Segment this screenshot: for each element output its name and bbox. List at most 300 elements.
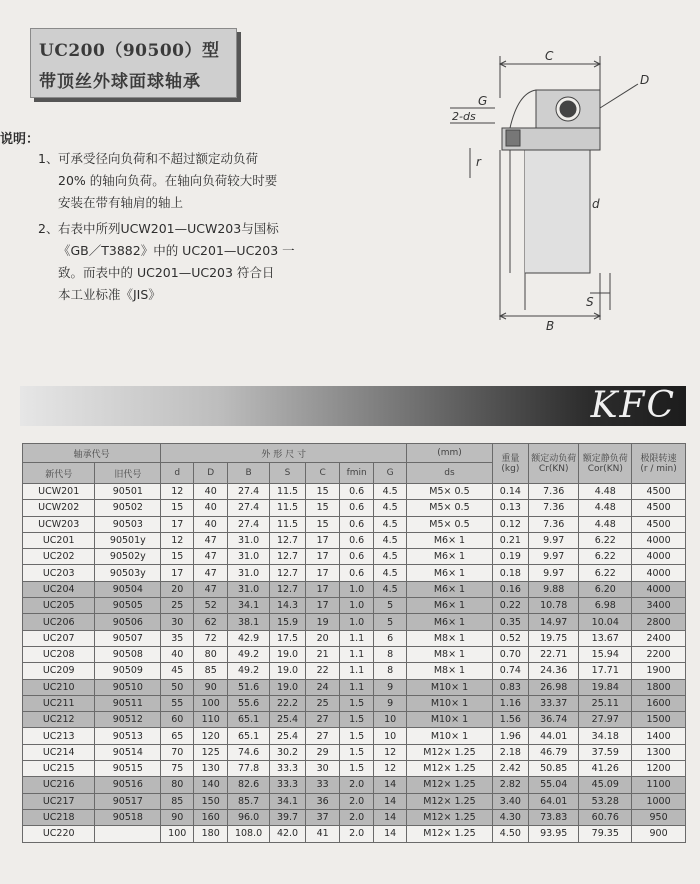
table-cell: 4000 xyxy=(632,565,686,581)
table-cell: 0.13 xyxy=(492,500,528,516)
table-row xyxy=(23,793,686,809)
table-cell: 38.1 xyxy=(228,614,270,630)
table-cell: 80 xyxy=(161,777,194,793)
table-cell: 7.36 xyxy=(528,484,578,500)
note-line: 《GB／T3882》中的 UC201—UC203 一 xyxy=(58,243,295,258)
table-cell: 96.0 xyxy=(228,809,270,825)
table-cell: 1.16 xyxy=(492,695,528,711)
table-cell: 4.5 xyxy=(374,565,407,581)
table-cell: 25.4 xyxy=(269,712,305,728)
table-cell: 41 xyxy=(306,826,340,842)
table-cell: 0.6 xyxy=(340,565,374,581)
table-cell: 47 xyxy=(194,565,228,581)
table-cell: 34.1 xyxy=(228,598,270,614)
header-old-code: 旧代号 xyxy=(95,463,161,484)
header-col-fmin: fmin xyxy=(340,463,374,484)
table-cell: 25.11 xyxy=(579,695,632,711)
header-speed: 极限转速 (r / min) xyxy=(632,444,686,484)
table-cell: 11.5 xyxy=(269,500,305,516)
table-cell: 75 xyxy=(161,761,194,777)
table-cell: M8× 1 xyxy=(407,630,493,646)
table-cell: 0.83 xyxy=(492,679,528,695)
table-cell: 52 xyxy=(194,598,228,614)
table-cell: 140 xyxy=(194,777,228,793)
table-cell: 33.3 xyxy=(269,761,305,777)
table-cell: 0.12 xyxy=(492,516,528,532)
table-cell: 50.85 xyxy=(528,761,578,777)
table-cell: 80 xyxy=(194,646,228,662)
table-cell: 21 xyxy=(306,646,340,662)
table-cell: 14 xyxy=(374,777,407,793)
table-cell: 90512 xyxy=(95,712,161,728)
table-cell: 27.4 xyxy=(228,516,270,532)
table-cell: 36 xyxy=(306,793,340,809)
table-cell: 79.35 xyxy=(579,826,632,842)
table-cell: 5 xyxy=(374,598,407,614)
table-cell: UC216 xyxy=(23,777,95,793)
table-row xyxy=(23,679,686,695)
table-cell: 4.5 xyxy=(374,500,407,516)
table-cell: 31.0 xyxy=(228,549,270,565)
table-cell: 19 xyxy=(306,614,340,630)
table-cell: 1.5 xyxy=(340,728,374,744)
table-cell: 24 xyxy=(306,679,340,695)
table-cell: 12 xyxy=(161,484,194,500)
header-dims-group: 外 形 尺 寸 xyxy=(161,444,407,463)
note-line: 右表中所列UCW201—UCW203与国标 xyxy=(58,221,279,236)
table-cell: 12.7 xyxy=(269,581,305,597)
table-cell: 6.22 xyxy=(579,532,632,548)
table-row xyxy=(23,777,686,793)
table-cell: 9.97 xyxy=(528,549,578,565)
table-cell: 10.78 xyxy=(528,598,578,614)
header-weight: 重量 (kg) xyxy=(492,444,528,484)
table-cell: 33 xyxy=(306,777,340,793)
table-cell: UC215 xyxy=(23,761,95,777)
table-row xyxy=(23,809,686,825)
table-cell: 17 xyxy=(306,581,340,597)
table-cell: 4000 xyxy=(632,549,686,565)
table-cell: 1000 xyxy=(632,793,686,809)
table-cell: 15 xyxy=(306,484,340,500)
table-cell: 2.0 xyxy=(340,793,374,809)
table-cell: UC218 xyxy=(23,809,95,825)
header-col-ds: ds xyxy=(407,463,493,484)
table-cell: 90508 xyxy=(95,646,161,662)
table-cell: 47 xyxy=(194,581,228,597)
table-cell: 55.04 xyxy=(528,777,578,793)
table-cell: 2400 xyxy=(632,630,686,646)
table-cell: 90517 xyxy=(95,793,161,809)
label-D: D xyxy=(640,73,650,87)
table-cell: UC209 xyxy=(23,663,95,679)
table-cell: UC212 xyxy=(23,712,95,728)
page-subtitle: 带顶丝外球面球轴承 xyxy=(39,72,201,92)
table-cell: 37 xyxy=(306,809,340,825)
table-cell: M8× 1 xyxy=(407,663,493,679)
table-cell: 1.1 xyxy=(340,646,374,662)
table-cell: 37.59 xyxy=(579,744,632,760)
note-1 xyxy=(38,148,277,214)
table-cell: 60.76 xyxy=(579,809,632,825)
table-cell: 90502 xyxy=(95,500,161,516)
table-cell: 3.40 xyxy=(492,793,528,809)
table-cell: 90505 xyxy=(95,598,161,614)
table-cell: 42.9 xyxy=(228,630,270,646)
table-cell: UC204 xyxy=(23,581,95,597)
table-cell: 8 xyxy=(374,646,407,662)
table-row xyxy=(23,500,686,516)
table-cell: 0.35 xyxy=(492,614,528,630)
label-ds: 2-ds xyxy=(452,110,476,123)
table-cell: 82.6 xyxy=(228,777,270,793)
header-col-d: d xyxy=(161,463,194,484)
table-cell: UC220 xyxy=(23,826,95,842)
table-cell: 27.4 xyxy=(228,500,270,516)
table-cell: 15 xyxy=(161,549,194,565)
table-cell: 1500 xyxy=(632,712,686,728)
label-r: r xyxy=(476,155,481,169)
table-cell: 30 xyxy=(161,614,194,630)
table-row xyxy=(23,581,686,597)
bearing-cross-section-diagram xyxy=(440,48,690,333)
spec-table xyxy=(22,443,686,843)
table-cell: 2800 xyxy=(632,614,686,630)
table-cell: 1.1 xyxy=(340,630,374,646)
table-cell: M10× 1 xyxy=(407,712,493,728)
table-cell: 4500 xyxy=(632,484,686,500)
table-cell: 90504 xyxy=(95,581,161,597)
table-cell: 0.19 xyxy=(492,549,528,565)
table-cell: 12.7 xyxy=(269,565,305,581)
table-cell: 17 xyxy=(306,598,340,614)
table-cell: UC210 xyxy=(23,679,95,695)
description-heading: 说明： xyxy=(0,132,40,147)
note-number: 2、 xyxy=(38,221,59,236)
table-cell: 0.52 xyxy=(492,630,528,646)
table-cell: 90 xyxy=(194,679,228,695)
table-cell: 12.7 xyxy=(269,549,305,565)
table-cell: UC203 xyxy=(23,565,95,581)
table-cell: 17 xyxy=(306,532,340,548)
table-cell: 4.5 xyxy=(374,516,407,532)
table-cell: 60 xyxy=(161,712,194,728)
header-code-group: 轴承代号 xyxy=(23,444,161,463)
header-col-S: S xyxy=(269,463,305,484)
table-cell: 0.6 xyxy=(340,549,374,565)
table-cell: 27 xyxy=(306,712,340,728)
table-cell: 15 xyxy=(161,500,194,516)
table-cell: 85.7 xyxy=(228,793,270,809)
header-cor: 额定静负荷 Cor(KN) xyxy=(579,444,632,484)
table-cell: 12.7 xyxy=(269,532,305,548)
table-cell: UC207 xyxy=(23,630,95,646)
table-cell: 90514 xyxy=(95,744,161,760)
table-cell: UC217 xyxy=(23,793,95,809)
header-new-code: 新代号 xyxy=(23,463,95,484)
table-cell: 27.97 xyxy=(579,712,632,728)
table-cell: 17 xyxy=(161,565,194,581)
table-cell: 0.18 xyxy=(492,565,528,581)
table-cell: 90513 xyxy=(95,728,161,744)
table-cell: 65.1 xyxy=(228,728,270,744)
table-cell: UC202 xyxy=(23,549,95,565)
table-cell: 0.74 xyxy=(492,663,528,679)
table-cell: M10× 1 xyxy=(407,695,493,711)
table-cell: 4.5 xyxy=(374,549,407,565)
note-number: 1、 xyxy=(38,151,59,166)
table-cell: M5× 0.5 xyxy=(407,516,493,532)
table-cell: 1300 xyxy=(632,744,686,760)
table-cell: 4.30 xyxy=(492,809,528,825)
table-cell: 0.6 xyxy=(340,500,374,516)
table-cell: M12× 1.25 xyxy=(407,793,493,809)
table-cell: 1100 xyxy=(632,777,686,793)
table-cell: 72 xyxy=(194,630,228,646)
note-line: 安装在带有轴肩的轴上 xyxy=(58,195,184,210)
table-cell: 5 xyxy=(374,614,407,630)
table-row xyxy=(23,646,686,662)
table-cell: 9.97 xyxy=(528,565,578,581)
table-cell: 110 xyxy=(194,712,228,728)
table-cell: 49.2 xyxy=(228,663,270,679)
table-cell: 1.0 xyxy=(340,581,374,597)
header-col-C: C xyxy=(306,463,340,484)
table-cell: 0.6 xyxy=(340,516,374,532)
table-row xyxy=(23,598,686,614)
table-cell: 40 xyxy=(194,484,228,500)
table-cell: 100 xyxy=(161,826,194,842)
table-row xyxy=(23,826,686,842)
table-cell: 12 xyxy=(374,744,407,760)
table-cell: 53.28 xyxy=(579,793,632,809)
table-cell: 90506 xyxy=(95,614,161,630)
table-cell: 31.0 xyxy=(228,565,270,581)
table-cell: 1.96 xyxy=(492,728,528,744)
table-cell: 20 xyxy=(306,630,340,646)
table-cell: 9.97 xyxy=(528,532,578,548)
table-cell: 1.5 xyxy=(340,761,374,777)
table-cell: M6× 1 xyxy=(407,581,493,597)
table-cell: M8× 1 xyxy=(407,646,493,662)
table-cell: 33.3 xyxy=(269,777,305,793)
table-cell: 90501y xyxy=(95,532,161,548)
note-line: 可承受径向负荷和不超过额定动负荷 xyxy=(58,151,259,166)
table-cell: 19.75 xyxy=(528,630,578,646)
table-cell: UC201 xyxy=(23,532,95,548)
table-cell: 40 xyxy=(194,500,228,516)
table-cell: 90515 xyxy=(95,761,161,777)
table-cell: 17.5 xyxy=(269,630,305,646)
table-cell: 31.0 xyxy=(228,581,270,597)
table-cell: 45.09 xyxy=(579,777,632,793)
table-cell: 14.97 xyxy=(528,614,578,630)
table-cell: 70 xyxy=(161,744,194,760)
table-cell: M5× 0.5 xyxy=(407,484,493,500)
table-cell: M12× 1.25 xyxy=(407,826,493,842)
table-cell: M12× 1.25 xyxy=(407,761,493,777)
table-cell: M6× 1 xyxy=(407,532,493,548)
note-line: 致。而表中的 UC201—UC203 符合日 xyxy=(58,265,275,280)
label-B: B xyxy=(546,319,555,333)
table-cell: 46.79 xyxy=(528,744,578,760)
table-cell: 49.2 xyxy=(228,646,270,662)
table-cell: 12 xyxy=(161,532,194,548)
table-cell: 31.0 xyxy=(228,532,270,548)
table-cell: 180 xyxy=(194,826,228,842)
label-S: S xyxy=(586,295,594,309)
table-cell: 1.5 xyxy=(340,712,374,728)
table-cell: 20 xyxy=(161,581,194,597)
table-cell: 150 xyxy=(194,793,228,809)
table-cell: UC208 xyxy=(23,646,95,662)
table-row xyxy=(23,614,686,630)
header-col-G: G xyxy=(374,463,407,484)
table-cell: 4000 xyxy=(632,532,686,548)
table-cell: 50 xyxy=(161,679,194,695)
table-cell: 0.6 xyxy=(340,484,374,500)
table-cell: 15 xyxy=(306,516,340,532)
table-cell: 90509 xyxy=(95,663,161,679)
table-cell: 4000 xyxy=(632,581,686,597)
table-row xyxy=(23,695,686,711)
table-cell: 41.26 xyxy=(579,761,632,777)
table-cell: 19.0 xyxy=(269,646,305,662)
table-cell: 950 xyxy=(632,809,686,825)
label-C: C xyxy=(545,49,554,63)
table-cell: 4500 xyxy=(632,500,686,516)
table-cell: M12× 1.25 xyxy=(407,809,493,825)
table-cell: 19.0 xyxy=(269,663,305,679)
table-cell: M6× 1 xyxy=(407,614,493,630)
table-cell: 29 xyxy=(306,744,340,760)
table-cell: 65 xyxy=(161,728,194,744)
table-cell: 15.94 xyxy=(579,646,632,662)
table-cell: 90501 xyxy=(95,484,161,500)
table-cell: 25 xyxy=(161,598,194,614)
table-row xyxy=(23,761,686,777)
table-cell: 93.95 xyxy=(528,826,578,842)
table-cell: 64.01 xyxy=(528,793,578,809)
table-cell: 6.22 xyxy=(579,565,632,581)
table-cell: 2200 xyxy=(632,646,686,662)
table-cell: 6.22 xyxy=(579,549,632,565)
table-row xyxy=(23,516,686,532)
table-cell: 90511 xyxy=(95,695,161,711)
table-cell: 4.50 xyxy=(492,826,528,842)
table-cell: 27.4 xyxy=(228,484,270,500)
table-cell: 2.0 xyxy=(340,809,374,825)
table-cell: 1400 xyxy=(632,728,686,744)
table-cell: UCW201 xyxy=(23,484,95,500)
table-cell: 8 xyxy=(374,663,407,679)
table-cell: 65.1 xyxy=(228,712,270,728)
table-cell: 39.7 xyxy=(269,809,305,825)
table-cell: 6.20 xyxy=(579,581,632,597)
table-cell: 9 xyxy=(374,679,407,695)
table-cell: 77.8 xyxy=(228,761,270,777)
table-cell: 9.88 xyxy=(528,581,578,597)
table-cell: 34.1 xyxy=(269,793,305,809)
table-cell: 7.36 xyxy=(528,500,578,516)
table-cell: 0.6 xyxy=(340,532,374,548)
table-cell: 1200 xyxy=(632,761,686,777)
table-cell: 17 xyxy=(306,565,340,581)
header-dims-unit: (mm) xyxy=(407,444,493,463)
table-cell: UCW202 xyxy=(23,500,95,516)
table-cell: 4.5 xyxy=(374,532,407,548)
table-cell: 22 xyxy=(306,663,340,679)
table-cell: 4.48 xyxy=(579,516,632,532)
table-cell: 47 xyxy=(194,549,228,565)
table-cell: 35 xyxy=(161,630,194,646)
note-line: 20% 的轴向负荷。在轴向负荷较大时要 xyxy=(58,173,278,188)
table-cell: 17.71 xyxy=(579,663,632,679)
table-cell: 44.01 xyxy=(528,728,578,744)
table-cell: 36.74 xyxy=(528,712,578,728)
table-cell: 25.4 xyxy=(269,728,305,744)
table-cell: 4.5 xyxy=(374,581,407,597)
title-box xyxy=(30,28,237,98)
table-cell: 90503y xyxy=(95,565,161,581)
table-cell: 15.9 xyxy=(269,614,305,630)
table-cell: 74.6 xyxy=(228,744,270,760)
table-cell: 34.18 xyxy=(579,728,632,744)
table-cell: 90503 xyxy=(95,516,161,532)
table-cell: 0.22 xyxy=(492,598,528,614)
table-cell: 2.82 xyxy=(492,777,528,793)
table-cell: M10× 1 xyxy=(407,728,493,744)
table-cell: 51.6 xyxy=(228,679,270,695)
table-cell: 0.70 xyxy=(492,646,528,662)
table-cell: 14 xyxy=(374,809,407,825)
table-cell: 85 xyxy=(194,663,228,679)
table-cell: 900 xyxy=(632,826,686,842)
table-cell: 0.21 xyxy=(492,532,528,548)
table-cell: 14 xyxy=(374,826,407,842)
table-cell: 0.14 xyxy=(492,484,528,500)
table-cell: 85 xyxy=(161,793,194,809)
table-cell: 108.0 xyxy=(228,826,270,842)
table-cell: 14.3 xyxy=(269,598,305,614)
table-cell: 17 xyxy=(306,549,340,565)
header-col-D: D xyxy=(194,463,228,484)
table-row xyxy=(23,549,686,565)
table-cell: 14 xyxy=(374,793,407,809)
table-cell: 1800 xyxy=(632,679,686,695)
table-cell: 1.0 xyxy=(340,614,374,630)
table-cell: 10 xyxy=(374,728,407,744)
table-cell: 2.18 xyxy=(492,744,528,760)
table-cell: 19.0 xyxy=(269,679,305,695)
table-cell: 1.5 xyxy=(340,695,374,711)
table-cell: M6× 1 xyxy=(407,565,493,581)
table-cell: 11.5 xyxy=(269,484,305,500)
table-cell: 1.56 xyxy=(492,712,528,728)
table-cell: 11.5 xyxy=(269,516,305,532)
table-cell: 30 xyxy=(306,761,340,777)
table-row xyxy=(23,630,686,646)
table-cell: 90510 xyxy=(95,679,161,695)
table-row xyxy=(23,484,686,500)
table-row xyxy=(23,532,686,548)
table-cell: 2.0 xyxy=(340,826,374,842)
table-cell: 90507 xyxy=(95,630,161,646)
table-cell: 45 xyxy=(161,663,194,679)
table-cell: 90518 xyxy=(95,809,161,825)
table-cell: UCW203 xyxy=(23,516,95,532)
table-body xyxy=(23,484,686,843)
